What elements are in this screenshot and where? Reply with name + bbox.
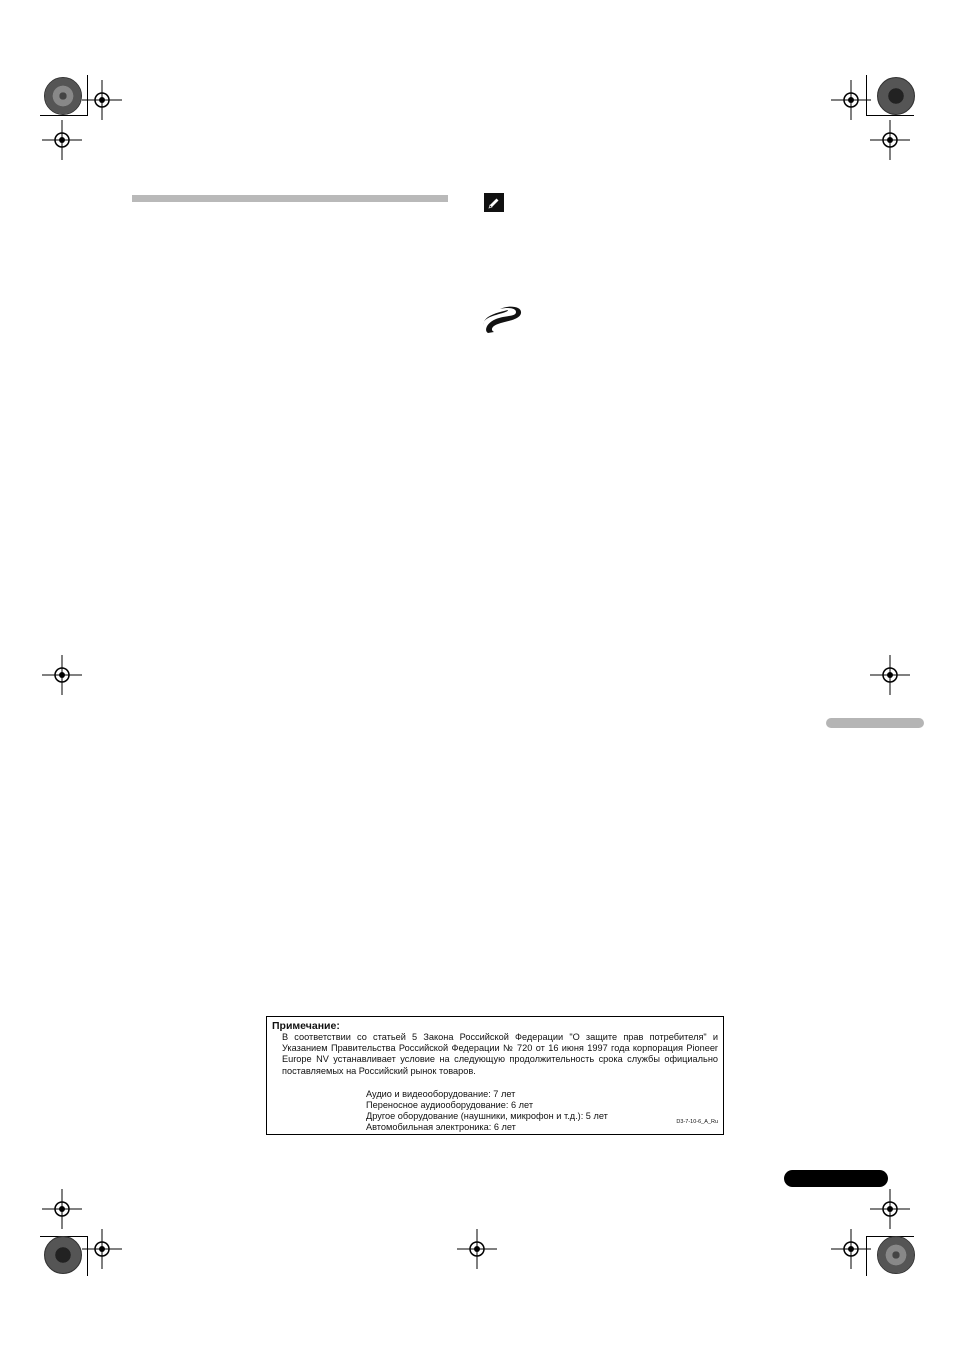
notice-list: [366, 1089, 718, 1134]
color-rosette-icon: [877, 1236, 915, 1274]
crop-line: [40, 115, 88, 116]
crosshair-registration-icon: [457, 1229, 497, 1269]
crosshair-registration-icon: [42, 1189, 82, 1229]
section-heading-bar: [132, 195, 448, 202]
crosshair-registration-icon: [42, 120, 82, 160]
color-rosette-icon: [44, 1236, 82, 1274]
crosshair-registration-icon: [831, 80, 871, 120]
crosshair-registration-icon: [82, 1229, 122, 1269]
color-rosette-icon: [44, 77, 82, 115]
crosshair-registration-icon: [870, 1189, 910, 1229]
page-number-tab: [784, 1170, 888, 1187]
crosshair-registration-icon: [831, 1229, 871, 1269]
notice-code: D3-7-10-6_A_Ru: [676, 1118, 718, 1125]
language-side-tab: [826, 718, 924, 728]
crosshair-registration-icon: [82, 80, 122, 120]
pencil-note-icon: [484, 193, 504, 212]
service-life-notice: [266, 1016, 724, 1135]
list-item: Аудио и видеооборудование: 7 лет: [366, 1088, 516, 1099]
color-rosette-icon: [877, 77, 915, 115]
crosshair-registration-icon: [870, 655, 910, 695]
notice-title: Примечание:: [272, 1020, 340, 1032]
list-item: Автомобильная электроника: 6 лет: [366, 1122, 516, 1133]
notice-body: В соответствии со статьей 5 Закона Российской Федерации "О защите прав потребителя" и Указанием Правительства Российской Федерации № 720 от 16 июня 1997 года корпорация Pioneer Europe NV устанавливает условие на следующую продолжительность срока службы официально поставляемых на Российский рынок товаров.: [282, 1032, 718, 1076]
crosshair-registration-icon: [870, 120, 910, 160]
list-item: Другое оборудование (наушники, микрофон и т.д.): 5 лет: [366, 1111, 608, 1122]
list-item: Переносное аудиооборудование: 6 лет: [366, 1100, 534, 1111]
pioneer-logo-icon: [482, 305, 522, 335]
crop-line: [866, 115, 914, 116]
crosshair-registration-icon: [42, 655, 82, 695]
